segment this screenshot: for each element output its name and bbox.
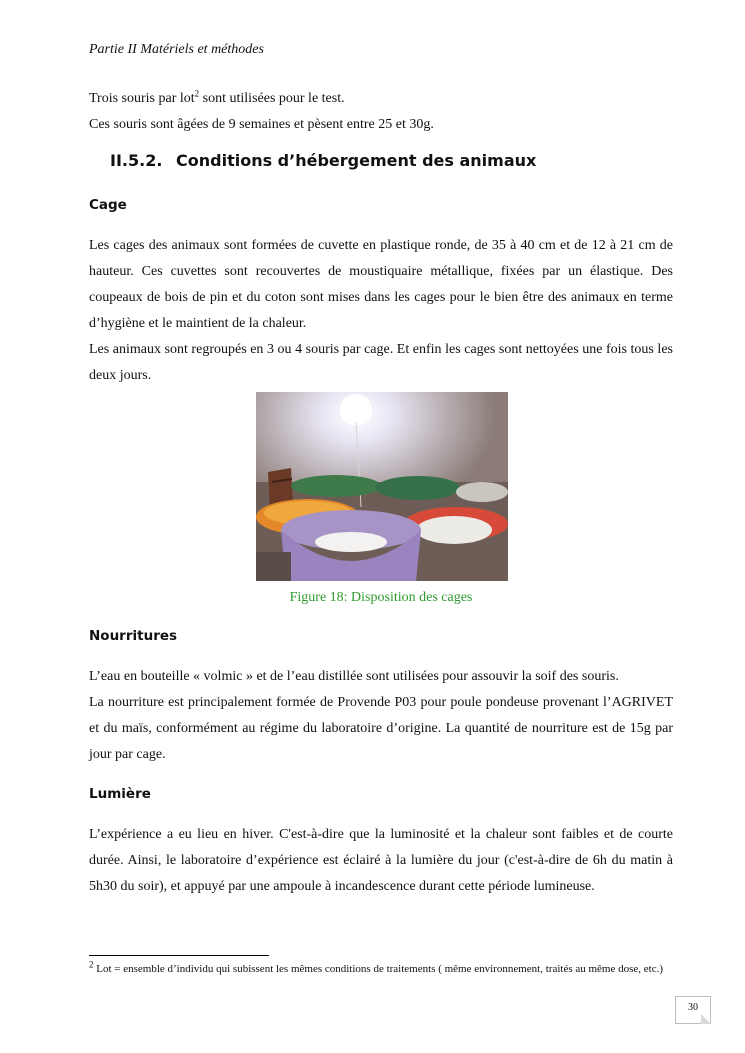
cage-heading: Cage: [89, 197, 127, 213]
nourritures-section: [89, 664, 673, 768]
section-title: Conditions d’hébergement des animaux: [176, 151, 537, 170]
page-number: 30: [688, 1002, 698, 1013]
cage-section: [89, 233, 673, 389]
intro-text: Trois souris par lot: [89, 91, 195, 106]
page-header: Partie II Matériels et méthodes: [89, 42, 264, 57]
cages-photo-image: [256, 392, 508, 581]
cages-photo: [256, 392, 508, 581]
page-number-box: [675, 996, 711, 1024]
section-number: II.5.2.: [110, 151, 163, 170]
cage-paragraph-1: Les cages des animaux sont formées de cuvette en plastique ronde, de 35 à 40 cm et de 12 à 21 cm de hauteur. Ces cuvettes sont recouvertes de moustiquaire métallique, fixées par un élastique. Des coupeaux de bois de pin et du coton sont mises dans les cages pour le bien être des animaux en terme d’hygiène et le maintient de la chaleur.: [89, 238, 673, 331]
nourritures-paragraph-1: L’eau en bouteille « volmic » et de l’eau distillée sont utilisées pour assouvir la soif des souris.: [89, 669, 619, 684]
intro-text-end: sont utilisées pour le test.: [199, 91, 345, 106]
page-curl-icon: [701, 1014, 711, 1024]
footnote-text: Lot = ensemble d’individu qui subissent les mêmes conditions de traitements ( même environnement, traités au même dose, etc.): [93, 963, 664, 975]
footnote-reference[interactable]: 2: [194, 88, 200, 99]
footnote: [89, 959, 673, 977]
nourritures-paragraph-2: La nourriture est principalement formée de Provende P03 pour poule pondeuse provenant l’AGRIVET et du maïs, conformément au régime du laboratoire d’origine. La quantité de nourriture est de 15g par jour par cage.: [89, 695, 673, 762]
cage-paragraph-2: Les animaux sont regroupés en 3 ou 4 souris par cage. Et enfin les cages sont nettoyées une fois tous les deux jours.: [89, 342, 673, 383]
intro-line-1: [89, 90, 345, 108]
intro-line-2: Ces souris sont âgées de 9 semaines et pèsent entre 25 et 30g.: [89, 117, 434, 132]
figure-caption: Figure 18: Disposition des cages: [289, 590, 473, 605]
lumiere-section: [89, 822, 673, 900]
footnote-mark: 2: [89, 959, 94, 970]
lumiere-paragraph-1: L’expérience a eu lieu en hiver. C'est-à-dire que la luminosité et la chaleur sont faibles et de courte durée. Ainsi, le laboratoire d’expérience est éclairé à la lumière du jour (c'est-à-dire de 6h du matin à 5h30 du soir), et appuyé par une ampoule à incandescence durant cette période lumineuse.: [89, 827, 673, 894]
footnote-separator: [89, 955, 269, 956]
section-heading: [110, 151, 536, 170]
lumiere-heading: Lumière: [89, 786, 151, 802]
nourritures-heading: Nourritures: [89, 628, 178, 644]
